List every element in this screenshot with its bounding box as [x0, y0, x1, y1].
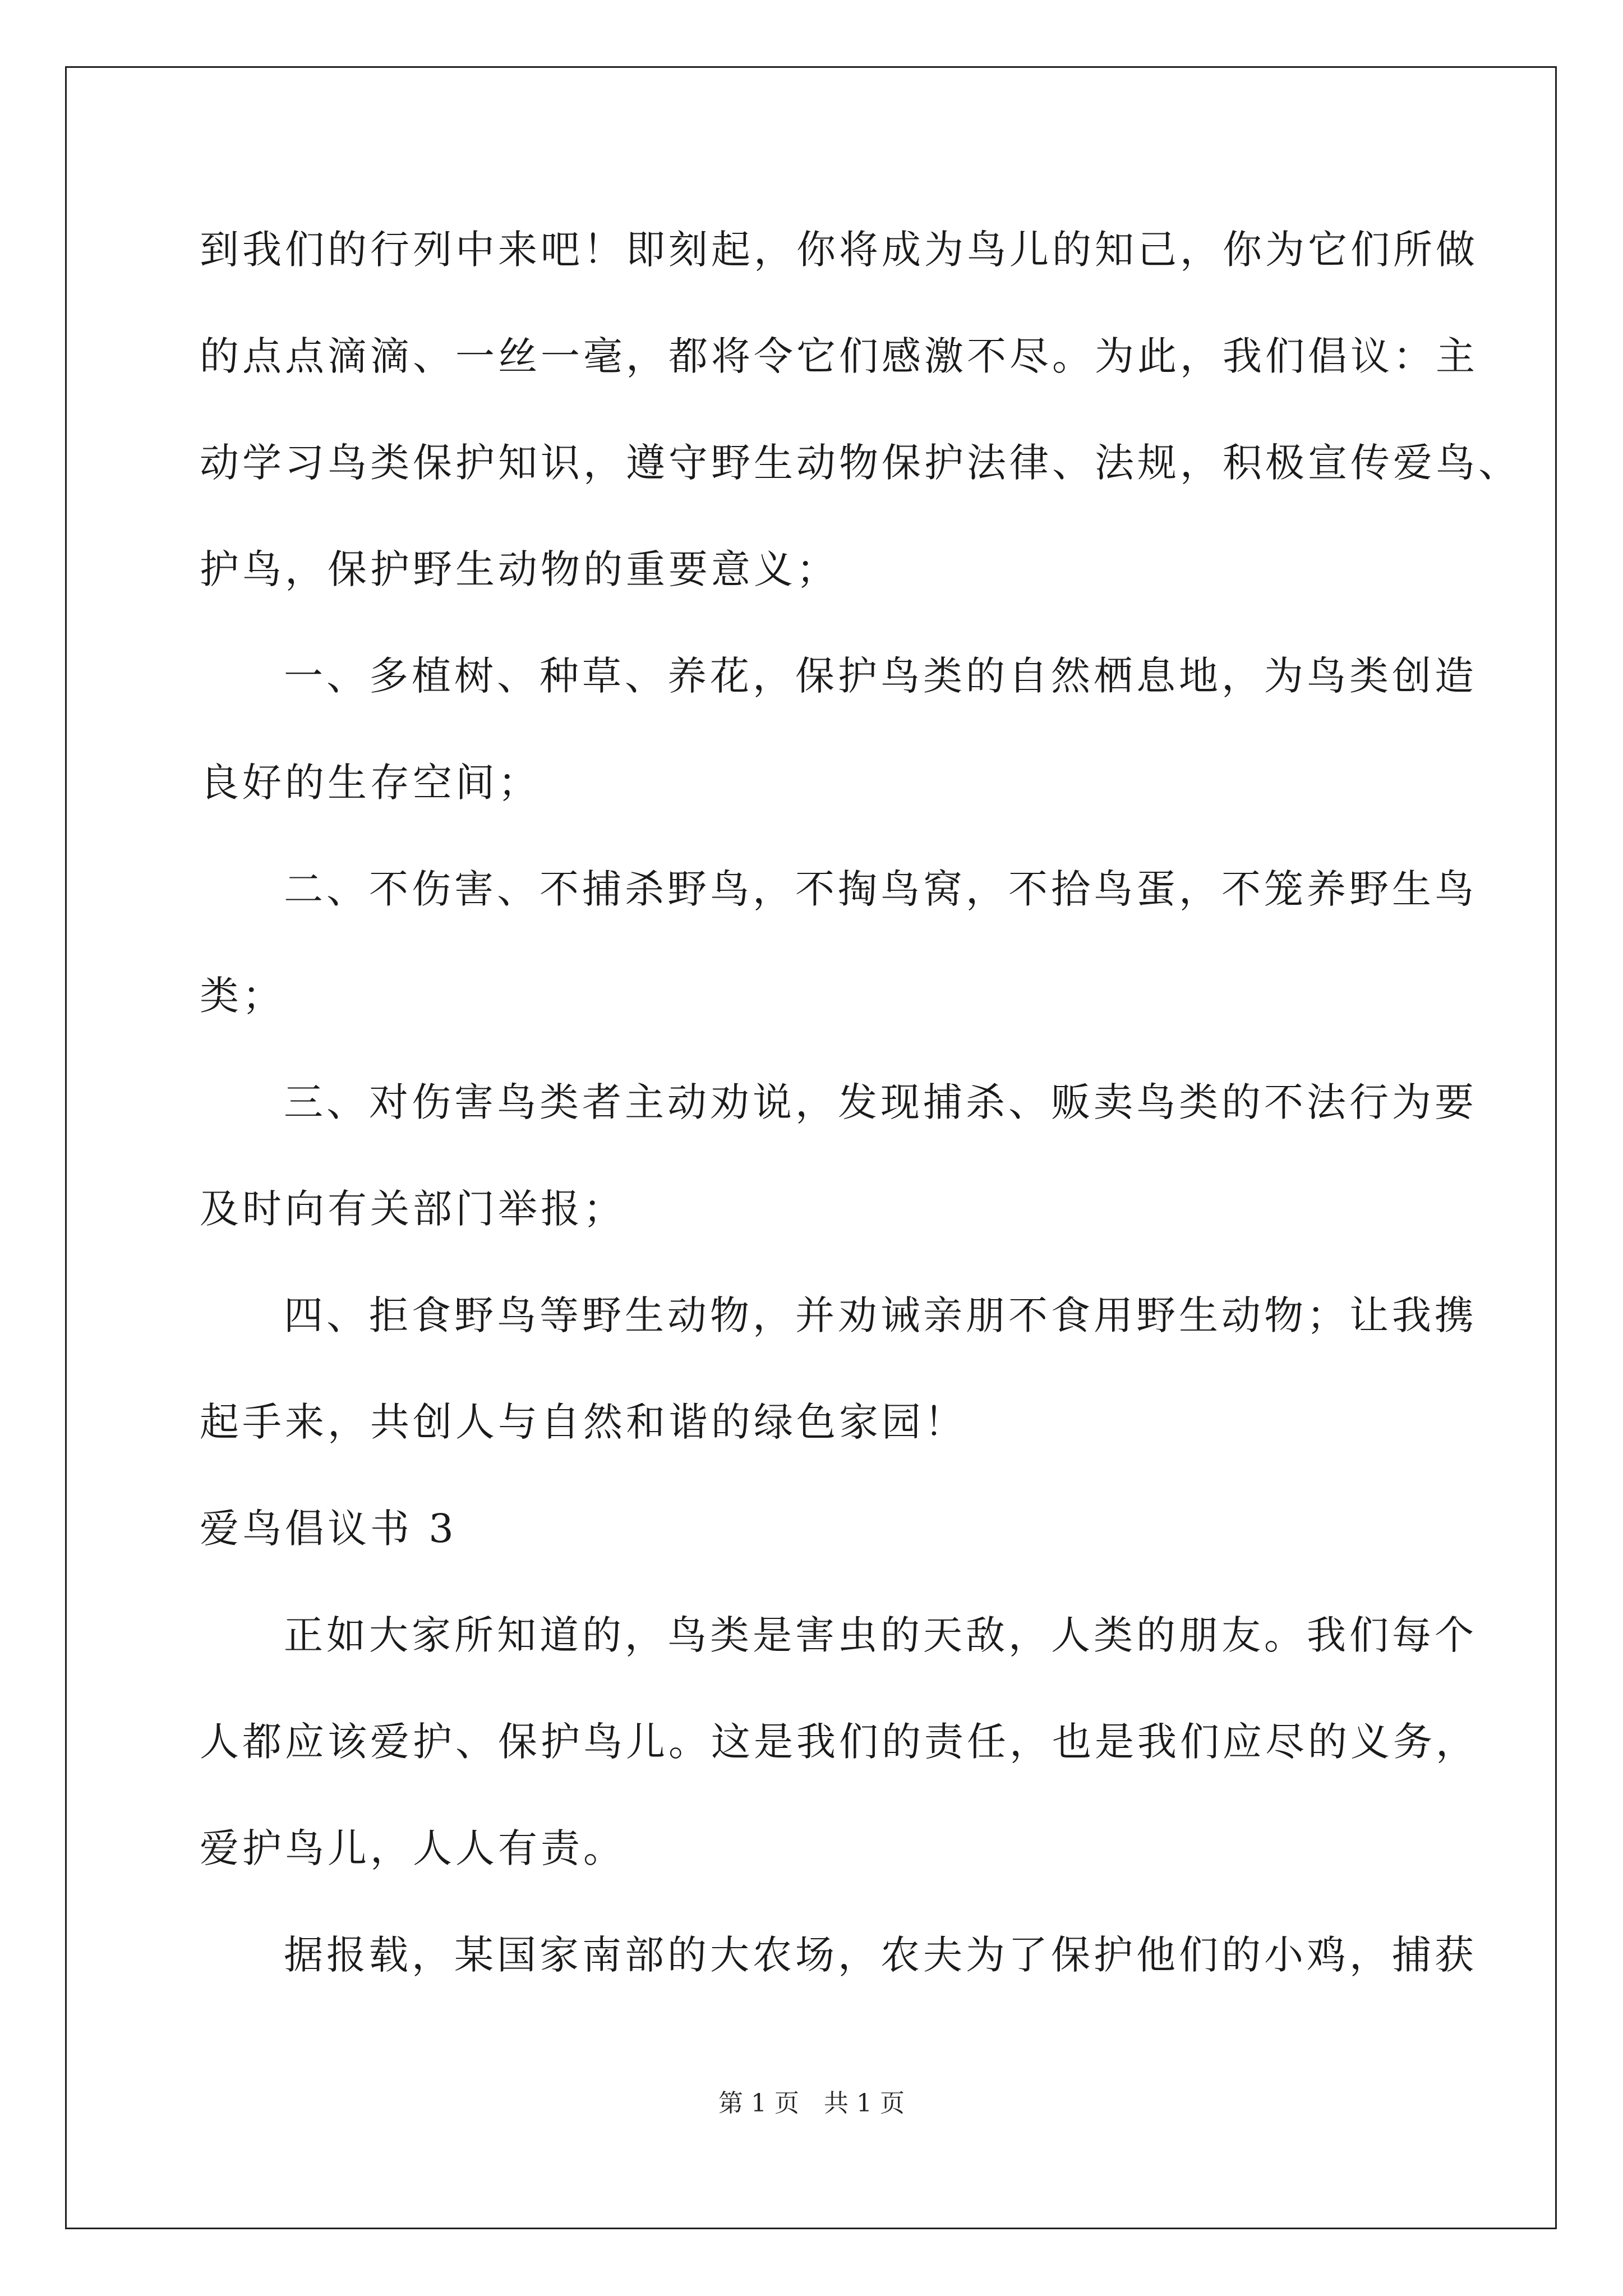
- text-line: 类；: [200, 973, 285, 1019]
- text-line: 良好的生存空间；: [200, 760, 541, 806]
- text-line: 一、多植树、种草、养花，保护鸟类的自然栖息地，为鸟类创造: [284, 653, 1477, 699]
- section-heading: 爱鸟倡议书 3: [200, 1506, 457, 1552]
- text-line: 爱护鸟儿，人人有责。: [200, 1825, 626, 1871]
- document-body: [200, 224, 1521, 2036]
- text-line: 动学习鸟类保护知识，遵守野生动物保护法律、法规，积极宣传爱鸟、: [200, 440, 1521, 486]
- text-line: 起手来，共创人与自然和谐的绿色家园！: [200, 1399, 967, 1445]
- text-line: 三、对伤害鸟类者主动劝说，发现捕杀、贩卖鸟类的不法行为要: [284, 1079, 1477, 1125]
- text-line: 人都应该爱护、保护鸟儿。这是我们的责任，也是我们应尽的义务，: [200, 1719, 1478, 1765]
- text-line: 护鸟，保护野生动物的重要意义；: [200, 546, 839, 592]
- text-line: 二、不伤害、不捕杀野鸟，不掏鸟窝，不拾鸟蛋，不笼养野生鸟: [284, 866, 1477, 912]
- page-footer: 第 1 页 共 1 页: [718, 2089, 905, 2118]
- text-line: 正如大家所知道的，鸟类是害虫的天敌，人类的朋友。我们每个: [284, 1612, 1477, 1658]
- text-line: 的点点滴滴、一丝一毫，都将令它们感激不尽。为此，我们倡议：主: [200, 333, 1478, 379]
- text-line: 据报载，某国家南部的大农场，农夫为了保护他们的小鸡，捕获: [284, 1932, 1477, 1978]
- text-line: 及时向有关部门举报；: [200, 1186, 626, 1232]
- text-line: 四、拒食野鸟等野生动物，并劝诫亲朋不食用野生动物；让我携: [284, 1292, 1477, 1338]
- text-line: 到我们的行列中来吧！即刻起，你将成为鸟儿的知己，你为它们所做: [200, 227, 1478, 273]
